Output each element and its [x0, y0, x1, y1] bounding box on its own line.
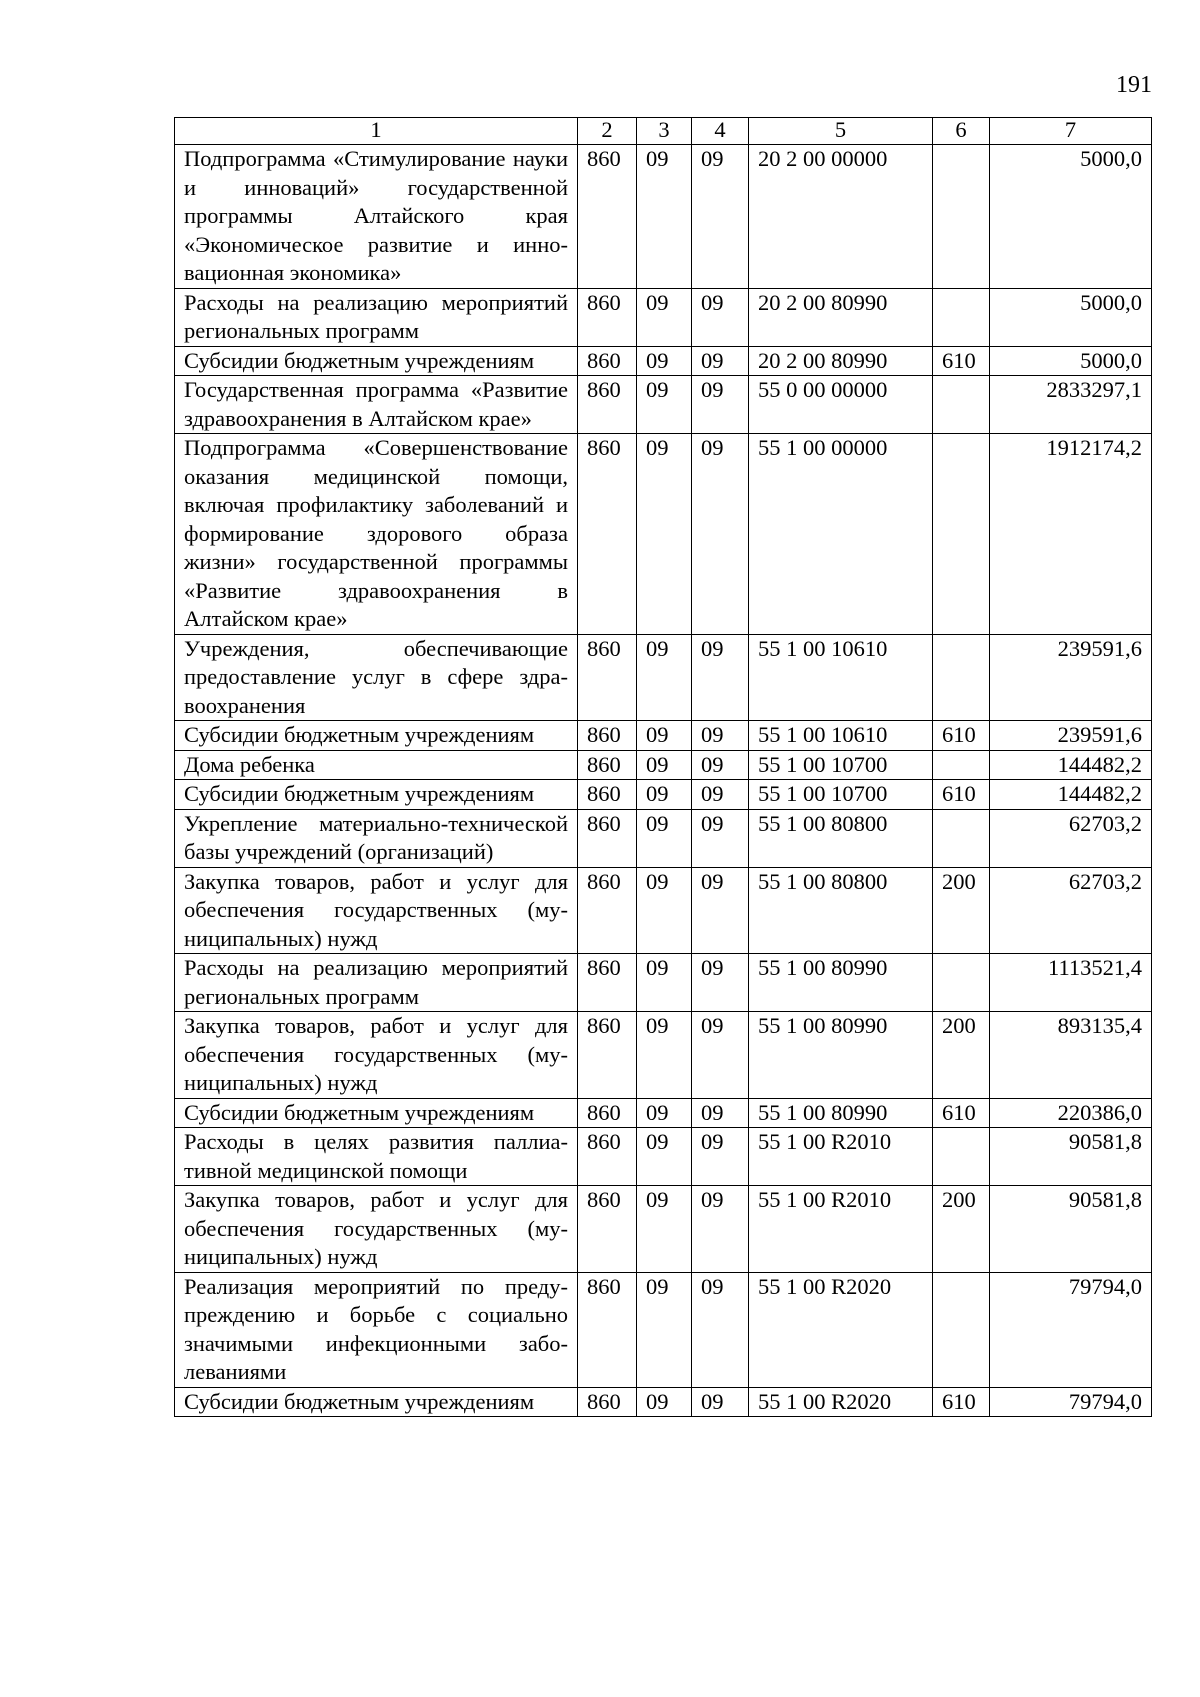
row-csr-cell: 55 1 00 80990 [749, 1012, 933, 1099]
row-amount-cell: 144482,2 [990, 750, 1152, 780]
row-grbs-cell: 860 [578, 1012, 637, 1099]
row-name-cell: Субсидии бюджетным учреждениям [175, 721, 578, 751]
row-name-cell: Государственная программа «Развитие здравоохранения в Алтайском крае» [175, 376, 578, 434]
row-csr-cell: 55 0 00 00000 [749, 376, 933, 434]
row-vr-cell: 200 [933, 1012, 990, 1099]
row-name-cell: Закупка товаров, работ и услуг для обеспечения государственных (муниципальных) нужд [175, 1186, 578, 1273]
row-vr-cell: 610 [933, 780, 990, 810]
row-amount-cell: 220386,0 [990, 1098, 1152, 1128]
row-rz-cell: 09 [637, 145, 692, 289]
row-rz-cell: 09 [637, 634, 692, 721]
row-rz-cell: 09 [637, 1098, 692, 1128]
row-csr-cell: 20 2 00 80990 [749, 346, 933, 376]
row-rz-cell: 09 [637, 750, 692, 780]
row-grbs-cell: 860 [578, 1186, 637, 1273]
row-csr-cell: 55 1 00 10610 [749, 634, 933, 721]
row-pr-cell: 09 [692, 1186, 749, 1273]
row-csr-cell: 55 1 00 80800 [749, 809, 933, 867]
budget-table [174, 117, 1152, 1417]
row-rz-cell: 09 [637, 954, 692, 1012]
row-amount-cell: 90581,8 [990, 1186, 1152, 1273]
table-row [175, 1186, 1152, 1273]
row-amount-cell: 144482,2 [990, 780, 1152, 810]
row-grbs-cell: 860 [578, 434, 637, 635]
row-pr-cell: 09 [692, 780, 749, 810]
row-amount-cell: 2833297,1 [990, 376, 1152, 434]
row-vr-cell: 200 [933, 867, 990, 954]
row-grbs-cell: 860 [578, 1272, 637, 1387]
row-csr-cell: 55 1 00 R2020 [749, 1272, 933, 1387]
row-amount-cell: 1912174,2 [990, 434, 1152, 635]
row-pr-cell: 09 [692, 634, 749, 721]
row-vr-cell [933, 1128, 990, 1186]
table-row [175, 780, 1152, 810]
row-vr-cell [933, 809, 990, 867]
header-row [175, 118, 1152, 145]
row-grbs-cell: 860 [578, 1387, 637, 1417]
row-name-cell: Расходы на реализацию мероприятий региональных программ [175, 288, 578, 346]
row-amount-cell: 62703,2 [990, 867, 1152, 954]
row-rz-cell: 09 [637, 288, 692, 346]
row-grbs-cell: 860 [578, 780, 637, 810]
row-pr-cell: 09 [692, 346, 749, 376]
row-name-cell: Подпрограмма «Совершенствование оказания медицинской помощи, включая профилактику заболеваний и формирование здорового образа жизни» государственной программы «Развитие здравоохранения в Алтайском крае» [175, 434, 578, 635]
row-pr-cell: 09 [692, 434, 749, 635]
table-row [175, 1012, 1152, 1099]
table-row [175, 376, 1152, 434]
row-grbs-cell: 860 [578, 954, 637, 1012]
table-body [175, 145, 1152, 1417]
row-vr-cell [933, 376, 990, 434]
table-row [175, 750, 1152, 780]
row-name-cell: Субсидии бюджетным учреждениям [175, 780, 578, 810]
row-name-cell: Расходы в целях развития паллиативной медицинской помощи [175, 1128, 578, 1186]
row-name-cell: Закупка товаров, работ и услуг для обеспечения государственных (муниципальных) нужд [175, 867, 578, 954]
row-rz-cell: 09 [637, 1186, 692, 1273]
column-header: 3 [637, 118, 692, 145]
row-csr-cell: 20 2 00 80990 [749, 288, 933, 346]
table-row [175, 867, 1152, 954]
row-vr-cell: 610 [933, 346, 990, 376]
row-amount-cell: 62703,2 [990, 809, 1152, 867]
row-pr-cell: 09 [692, 1128, 749, 1186]
row-rz-cell: 09 [637, 867, 692, 954]
row-csr-cell: 55 1 00 10700 [749, 750, 933, 780]
row-vr-cell [933, 750, 990, 780]
row-grbs-cell: 860 [578, 721, 637, 751]
table-row [175, 346, 1152, 376]
row-amount-cell: 5000,0 [990, 288, 1152, 346]
table-row [175, 434, 1152, 635]
row-grbs-cell: 860 [578, 346, 637, 376]
column-header: 6 [933, 118, 990, 145]
row-rz-cell: 09 [637, 1272, 692, 1387]
row-amount-cell: 5000,0 [990, 346, 1152, 376]
row-pr-cell: 09 [692, 1387, 749, 1417]
column-header: 1 [175, 118, 578, 145]
row-vr-cell: 200 [933, 1186, 990, 1273]
row-csr-cell: 20 2 00 00000 [749, 145, 933, 289]
row-amount-cell: 1113521,4 [990, 954, 1152, 1012]
table-row [175, 288, 1152, 346]
row-name-cell: Подпрограмма «Стимулирование науки и инноваций» государственной программы Алтайского края «Экономическое развитие и инновационная экономика» [175, 145, 578, 289]
table-row [175, 1272, 1152, 1387]
row-pr-cell: 09 [692, 809, 749, 867]
row-rz-cell: 09 [637, 721, 692, 751]
row-name-cell: Дома ребенка [175, 750, 578, 780]
row-amount-cell: 239591,6 [990, 634, 1152, 721]
row-csr-cell: 55 1 00 R2010 [749, 1128, 933, 1186]
table-row [175, 1128, 1152, 1186]
row-pr-cell: 09 [692, 1098, 749, 1128]
row-name-cell: Расходы на реализацию мероприятий региональных программ [175, 954, 578, 1012]
row-pr-cell: 09 [692, 721, 749, 751]
row-amount-cell: 79794,0 [990, 1272, 1152, 1387]
row-grbs-cell: 860 [578, 1098, 637, 1128]
table-row [175, 1387, 1152, 1417]
row-csr-cell: 55 1 00 80800 [749, 867, 933, 954]
row-name-cell: Закупка товаров, работ и услуг для обеспечения государственных (муниципальных) нужд [175, 1012, 578, 1099]
row-name-cell: Субсидии бюджетным учреждениям [175, 1387, 578, 1417]
row-csr-cell: 55 1 00 10700 [749, 780, 933, 810]
row-pr-cell: 09 [692, 750, 749, 780]
row-grbs-cell: 860 [578, 288, 637, 346]
table-row [175, 809, 1152, 867]
row-grbs-cell: 860 [578, 750, 637, 780]
table-row [175, 145, 1152, 289]
row-name-cell: Укрепление материально-технической базы учреждений (организаций) [175, 809, 578, 867]
row-pr-cell: 09 [692, 376, 749, 434]
row-rz-cell: 09 [637, 376, 692, 434]
row-csr-cell: 55 1 00 R2020 [749, 1387, 933, 1417]
row-pr-cell: 09 [692, 1012, 749, 1099]
row-csr-cell: 55 1 00 00000 [749, 434, 933, 635]
column-header: 4 [692, 118, 749, 145]
row-amount-cell: 5000,0 [990, 145, 1152, 289]
row-csr-cell: 55 1 00 80990 [749, 1098, 933, 1128]
column-header: 5 [749, 118, 933, 145]
table-row [175, 954, 1152, 1012]
row-rz-cell: 09 [637, 1012, 692, 1099]
row-rz-cell: 09 [637, 1387, 692, 1417]
row-grbs-cell: 860 [578, 634, 637, 721]
row-name-cell: Реализация мероприятий по предупреждению и борьбе с социально значимыми инфекционными заболеваниями [175, 1272, 578, 1387]
row-csr-cell: 55 1 00 10610 [749, 721, 933, 751]
table-row [175, 1098, 1152, 1128]
row-rz-cell: 09 [637, 1128, 692, 1186]
row-amount-cell: 239591,6 [990, 721, 1152, 751]
table-row [175, 634, 1152, 721]
row-rz-cell: 09 [637, 780, 692, 810]
row-rz-cell: 09 [637, 809, 692, 867]
row-grbs-cell: 860 [578, 145, 637, 289]
row-csr-cell: 55 1 00 R2010 [749, 1186, 933, 1273]
row-vr-cell [933, 954, 990, 1012]
row-vr-cell [933, 1272, 990, 1387]
row-vr-cell [933, 634, 990, 721]
table-row [175, 721, 1152, 751]
row-csr-cell: 55 1 00 80990 [749, 954, 933, 1012]
row-pr-cell: 09 [692, 954, 749, 1012]
row-name-cell: Субсидии бюджетным учреждениям [175, 1098, 578, 1128]
row-grbs-cell: 860 [578, 867, 637, 954]
row-amount-cell: 79794,0 [990, 1387, 1152, 1417]
row-pr-cell: 09 [692, 867, 749, 954]
row-amount-cell: 893135,4 [990, 1012, 1152, 1099]
row-amount-cell: 90581,8 [990, 1128, 1152, 1186]
row-grbs-cell: 860 [578, 1128, 637, 1186]
row-grbs-cell: 860 [578, 809, 637, 867]
row-name-cell: Субсидии бюджетным учреждениям [175, 346, 578, 376]
row-grbs-cell: 860 [578, 376, 637, 434]
row-vr-cell [933, 288, 990, 346]
row-name-cell: Учреждения, обеспечивающие предоставление услуг в сфере здравоохранения [175, 634, 578, 721]
row-pr-cell: 09 [692, 145, 749, 289]
row-vr-cell [933, 434, 990, 635]
row-pr-cell: 09 [692, 288, 749, 346]
row-vr-cell: 610 [933, 1098, 990, 1128]
row-rz-cell: 09 [637, 346, 692, 376]
row-vr-cell: 610 [933, 721, 990, 751]
page-number: 191 [1116, 72, 1152, 98]
row-vr-cell: 610 [933, 1387, 990, 1417]
row-vr-cell [933, 145, 990, 289]
row-rz-cell: 09 [637, 434, 692, 635]
row-pr-cell: 09 [692, 1272, 749, 1387]
column-header: 2 [578, 118, 637, 145]
column-header: 7 [990, 118, 1152, 145]
